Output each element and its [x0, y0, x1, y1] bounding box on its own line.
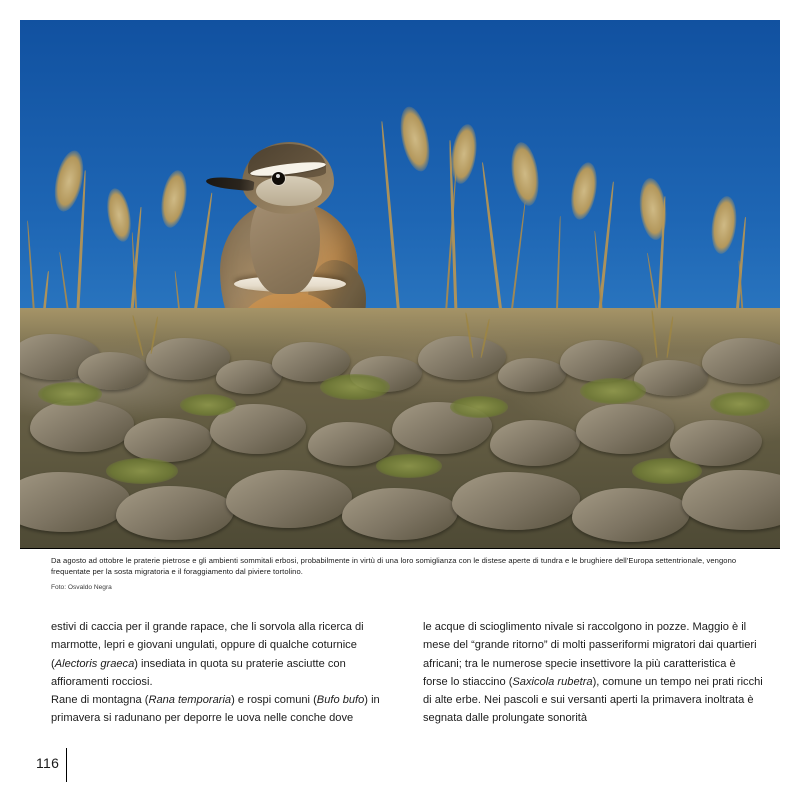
caption-credit: Foto: Osvaldo Negra — [51, 584, 112, 591]
left-column — [51, 618, 391, 728]
rock — [490, 420, 580, 466]
rock — [226, 470, 352, 528]
rock — [572, 488, 690, 542]
rock — [498, 358, 566, 392]
rock — [30, 400, 134, 452]
moss-patch — [710, 392, 770, 416]
rock — [682, 470, 780, 530]
paragraph: Rane di montagna (Rana temporaria) e rospi comuni (Bufo bufo) in primavera si radunano per deporre le uova nelle conche dove — [51, 694, 380, 725]
moss-patch — [632, 458, 702, 484]
right-column — [423, 618, 763, 728]
paragraph: estivi di caccia per il grande rapace, che li sorvola alla ricerca di marmotte, lepri e giovani ungulati, oppure di qualche coturnice (Alectoris graeca) insediata in quota su praterie asciutte con affioramenti rocciosi. — [51, 621, 364, 688]
moss-patch — [580, 378, 646, 404]
rock — [124, 418, 212, 462]
moss-patch — [320, 374, 390, 400]
paragraph: le acque di scioglimento nivale si raccolgono in pozze. Maggio è il mese del “grande ritorno” di molti passeriformi migratori dai quartieri africani; tra le numerose specie insettivore la più caratteristica è forse lo stiaccino (Saxicola rubetra), comune un tempo nei prati ricchi di alte erbe. Nei pascoli e sui versanti aperti la primavera inoltrata è segnata dalle prolungate sonorità — [423, 621, 763, 725]
moss-patch — [38, 382, 102, 406]
caption-text: Da agosto ad ottobre le praterie pietrose e gli ambienti sommitali erbosi, probabilmente in virtù di una loro somiglianza con le distese aperte di tundra e le brughiere dell'Europa settentrionale, vengono frequentate per la sosta migratoria e il foraggiamento dal piviere tortolino. — [51, 556, 737, 576]
moss-patch — [450, 396, 508, 418]
photograph — [20, 20, 780, 548]
page-number: 116 — [36, 755, 60, 771]
rock — [576, 404, 674, 454]
bird-cheek — [256, 176, 322, 206]
caption-divider — [20, 548, 780, 549]
rocky-ground — [20, 308, 780, 548]
folio-divider — [66, 748, 67, 782]
rock — [452, 472, 580, 530]
rock — [116, 486, 234, 540]
rock — [20, 472, 130, 532]
moss-patch — [376, 454, 442, 478]
photo-caption — [20, 548, 780, 591]
rock — [702, 338, 780, 384]
rock — [342, 488, 458, 540]
body-columns — [51, 618, 763, 728]
moss-patch — [180, 394, 236, 416]
moss-patch — [106, 458, 178, 484]
bird-eye-glint — [276, 174, 280, 178]
